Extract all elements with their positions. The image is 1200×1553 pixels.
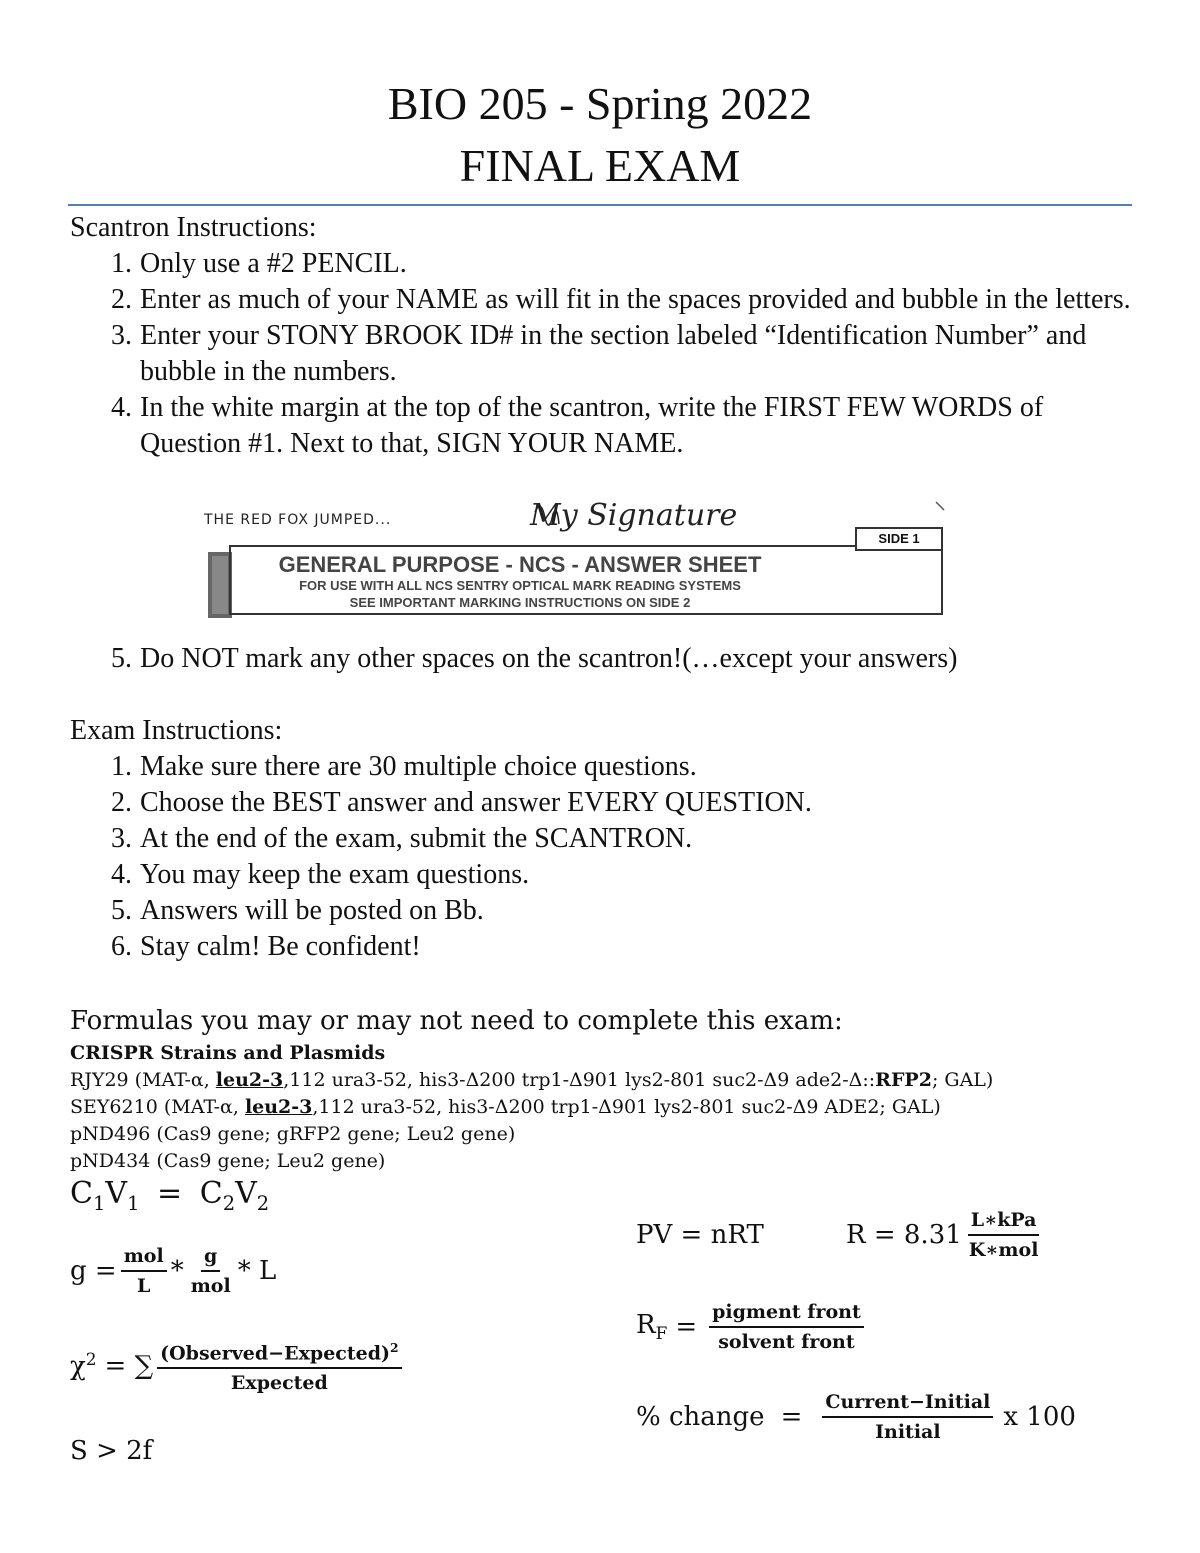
grams-formula: g = $\frac{\text{mol}}{L}$ * $\frac{g}{\text{mol}}$ * L [70, 1245, 277, 1297]
list-item: 2. Choose the BEST answer and answer EVERY QUESTION. [111, 787, 812, 818]
sheet-title: GENERAL PURPOSE - NCS - ANSWER SHEET [278, 552, 762, 577]
dilution-formula: $C_1V_1 = C_2V_2$ [70, 1176, 270, 1215]
list-item: 4. You may keep the exam questions. [111, 859, 530, 890]
list-item: 1. Only use a #2 PENCIL. [111, 248, 407, 279]
scantron-instructions-list [70, 246, 1140, 462]
chi-square-formula: $\chi^2$ = ∑ $\frac{(Observed-Expected)^2}{\text{Expected}}$ [70, 1336, 406, 1395]
side-label: SIDE 1 [878, 531, 920, 546]
selection-formula: S > 2f [70, 1436, 153, 1466]
signature-sample: My Signature [530, 498, 738, 533]
exam-instructions-list [70, 749, 1140, 965]
scantron-heading: Scantron Instructions: [70, 212, 317, 243]
plasmid-pnd434: pND434 (Cas9 gene; Leu2 gene) [70, 1150, 386, 1172]
list-item: 1. Make sure there are 30 multiple choice questions. [111, 751, 697, 782]
crispr-heading: CRISPR Strains and Plasmids [70, 1042, 386, 1064]
list-item: 5. Do NOT mark any other spaces on the scantron!(…except your answers) [111, 643, 958, 674]
plasmid-pnd496: pND496 (Cas9 gene; gRFP2 gene; Leu2 gene) [70, 1123, 516, 1145]
crispr-strains-block [70, 1040, 993, 1175]
list-item: 2. Enter as much of your NAME as will fit in the spaces provided and bubble in the letters. [111, 284, 1131, 315]
gas-constant-formula: R = 8.31 $\frac{\text{L∗kPa}}{\text{K∗mol}}$ [846, 1209, 1039, 1261]
list-item: 5. Answers will be posted on Bb. [111, 895, 484, 926]
strain-sey6210: SEY6210 (MAT-α, leu2-3,112 ura3-52, his3-Δ200 trp1-Δ901 lys2-801 suc2-Δ9 ADE2; GAL) [70, 1096, 941, 1118]
list-item: 6. Stay calm! Be confident! [111, 931, 421, 962]
gas-law-formula: PV = nRT [636, 1220, 764, 1250]
sheet-subtitle-2: SEE IMPORTANT MARKING INSTRUCTIONS ON SIDE 2 [349, 595, 691, 610]
page-title-line2: FINAL EXAM [459, 140, 741, 191]
strain-rjy29: RJY29 (MAT-α, leu2-3,112 ura3-52, his3-Δ200 trp1-Δ901 lys2-801 suc2-Δ9 ade2-Δ::RFP2; GAL) [70, 1069, 994, 1091]
page-title-line1: BIO 205 - Spring 2022 [387, 78, 813, 129]
exam-heading: Exam Instructions: [70, 715, 283, 746]
scantron-instructions-list-cont [70, 641, 1140, 677]
title-divider [68, 204, 1132, 206]
list-item: 4. In the white margin at the top of the scantron, write the FIRST FEW WORDS of Question #1. Next to that, SIGN YOUR NAME. [111, 392, 1044, 459]
rf-formula: $R_F$ = $\frac{\text{pigment front}}{\text{solvent front}}$ [636, 1300, 868, 1354]
scantron-sample-image [200, 498, 946, 622]
formulas-heading: Formulas you may or may not need to complete this exam: [70, 1006, 843, 1036]
percent-change-formula: % change = $\frac{\text{Current−Initial}}{\text{Initial}}$ x 100 [636, 1391, 1076, 1443]
list-item: 3. At the end of the exam, submit the SCANTRON. [111, 823, 693, 854]
handwritten-sample: THE RED FOX JUMPED... [204, 512, 392, 528]
sheet-subtitle-1: FOR USE WITH ALL NCS SENTRY OPTICAL MARK READING SYSTEMS [299, 578, 741, 593]
list-item: 3. Enter your STONY BROOK ID# in the section labeled “Identification Number” and bubble in the numbers. [111, 320, 1087, 387]
